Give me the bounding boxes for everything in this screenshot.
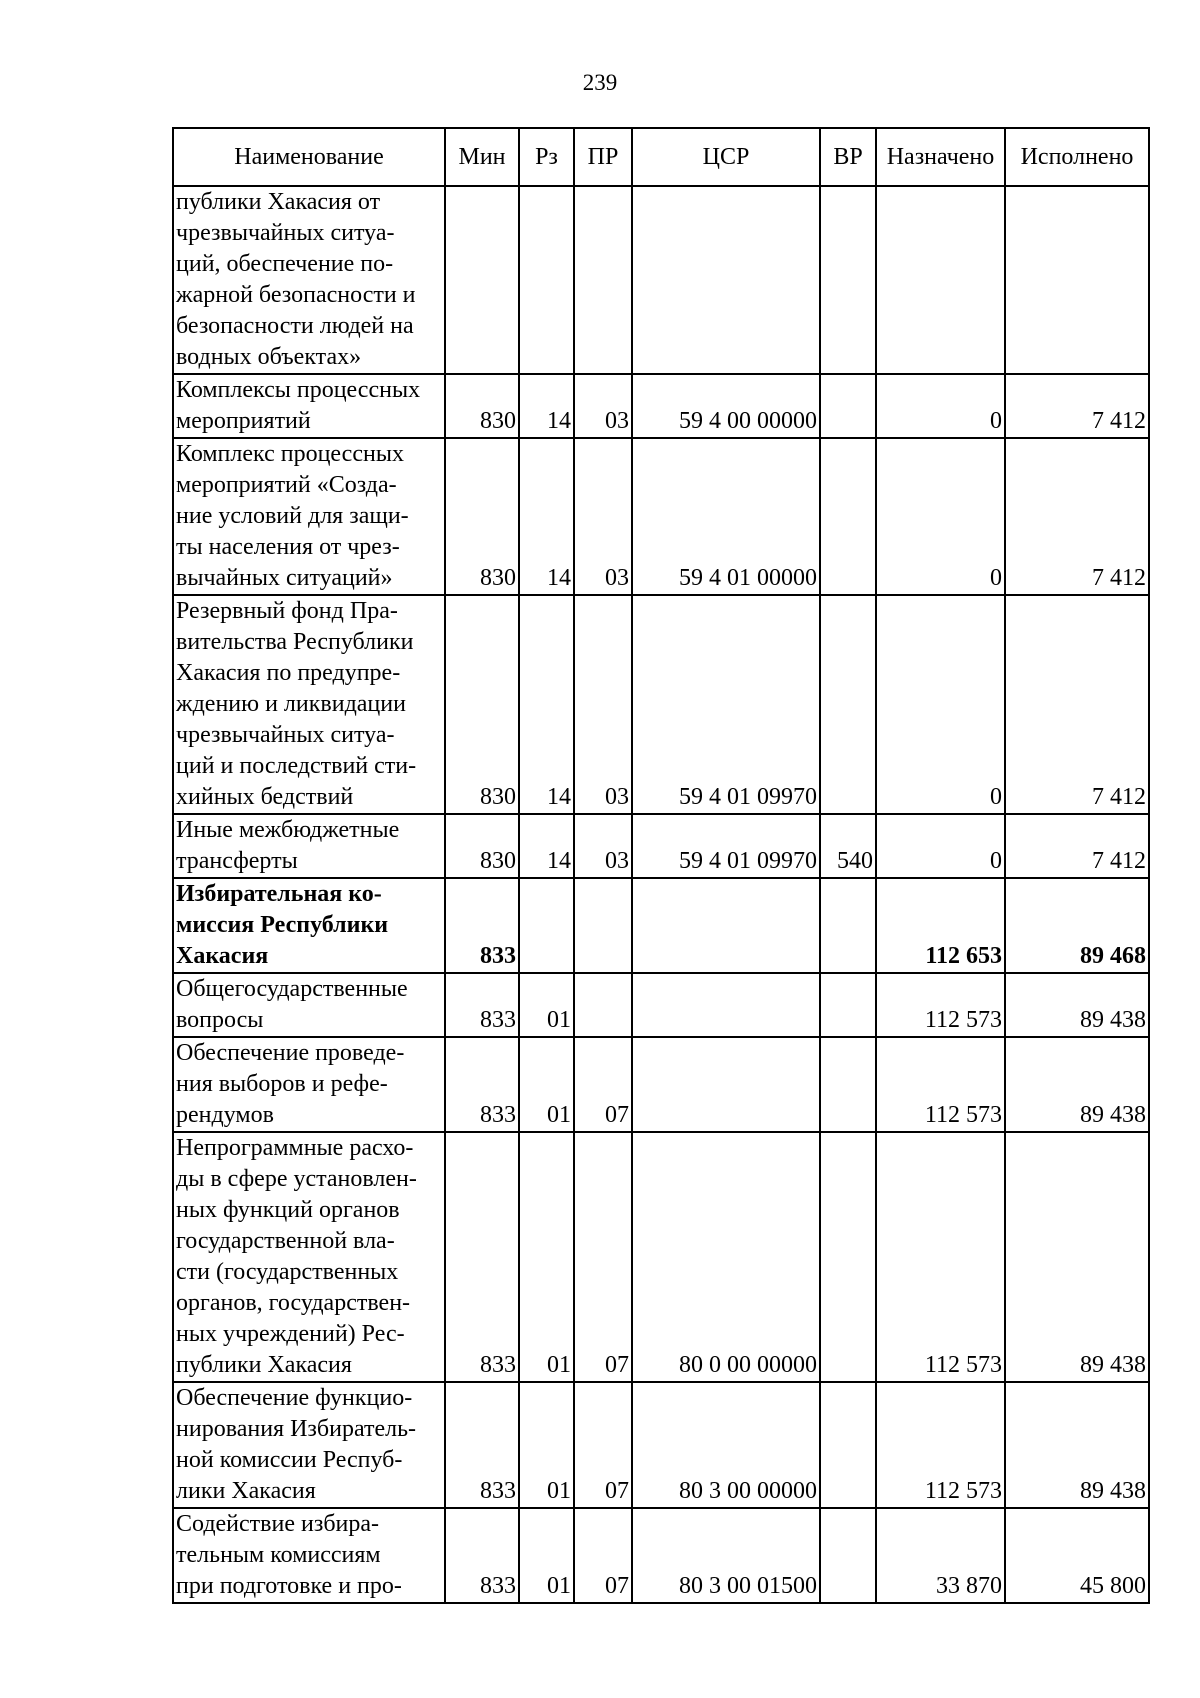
cell-executed: 7 412	[1005, 438, 1149, 595]
cell-csr	[632, 1037, 820, 1132]
cell-assigned: 112 573	[876, 973, 1005, 1037]
cell-assigned: 112 573	[876, 1382, 1005, 1508]
cell-vr	[820, 973, 876, 1037]
cell-rz: 14	[519, 814, 574, 878]
cell-min: 833	[445, 878, 519, 973]
header-vr: ВР	[820, 128, 876, 186]
cell-executed: 7 412	[1005, 814, 1149, 878]
cell-vr: 540	[820, 814, 876, 878]
cell-assigned: 0	[876, 595, 1005, 814]
cell-rz: 14	[519, 374, 574, 438]
cell-vr	[820, 186, 876, 374]
page-number: 239	[582, 70, 618, 95]
cell-min: 833	[445, 973, 519, 1037]
cell-name: Содействие избира- тельным комиссиям при подготовке и про-	[173, 1508, 445, 1603]
cell-csr: 80 3 00 01500	[632, 1508, 820, 1603]
cell-assigned: 0	[876, 374, 1005, 438]
cell-executed: 89 438	[1005, 1382, 1149, 1508]
cell-vr	[820, 374, 876, 438]
cell-vr	[820, 878, 876, 973]
cell-name: публики Хакасия от чрезвычайных ситуа- ций, обеспечение по- жарной безопасности и безопасности людей на водных объектах»	[173, 186, 445, 374]
cell-pr: 07	[574, 1132, 632, 1382]
cell-assigned: 0	[876, 814, 1005, 878]
cell-rz: 01	[519, 973, 574, 1037]
header-min: Мин	[445, 128, 519, 186]
cell-executed: 89 438	[1005, 1037, 1149, 1132]
cell-executed: 89 438	[1005, 973, 1149, 1037]
cell-csr: 59 4 00 00000	[632, 374, 820, 438]
cell-rz: 01	[519, 1508, 574, 1603]
cell-assigned: 33 870	[876, 1508, 1005, 1603]
cell-name: Общегосударственные вопросы	[173, 973, 445, 1037]
cell-csr: 59 4 01 09970	[632, 595, 820, 814]
cell-name: Комплексы процессных мероприятий	[173, 374, 445, 438]
cell-name: Избирательная ко- миссия Республики Хакасия	[173, 878, 445, 973]
cell-rz: 01	[519, 1132, 574, 1382]
cell-vr	[820, 438, 876, 595]
table-row	[173, 186, 1149, 374]
cell-name: Непрограммные расхо- ды в сфере установлен- ных функций органов государственной вла- сти (государственных органов, государствен- ных учреждений) Рес- публики Хакасия	[173, 1132, 445, 1382]
cell-vr	[820, 595, 876, 814]
cell-pr: 03	[574, 595, 632, 814]
cell-min: 830	[445, 595, 519, 814]
cell-pr	[574, 186, 632, 374]
cell-vr	[820, 1382, 876, 1508]
table-row	[173, 878, 1149, 973]
cell-csr: 59 4 01 09970	[632, 814, 820, 878]
cell-name: Обеспечение проведе- ния выборов и рефе- рендумов	[173, 1037, 445, 1132]
cell-pr	[574, 878, 632, 973]
cell-min: 830	[445, 438, 519, 595]
cell-min: 830	[445, 814, 519, 878]
cell-pr	[574, 973, 632, 1037]
budget-table	[172, 127, 1150, 1604]
header-csr: ЦСР	[632, 128, 820, 186]
table-body	[173, 186, 1149, 1603]
cell-executed	[1005, 186, 1149, 374]
cell-csr	[632, 973, 820, 1037]
cell-min	[445, 186, 519, 374]
cell-assigned: 0	[876, 438, 1005, 595]
cell-pr: 07	[574, 1382, 632, 1508]
cell-pr: 07	[574, 1037, 632, 1132]
cell-min: 830	[445, 374, 519, 438]
cell-csr: 80 0 00 00000	[632, 1132, 820, 1382]
cell-vr	[820, 1132, 876, 1382]
header-pr: ПР	[574, 128, 632, 186]
cell-rz: 14	[519, 438, 574, 595]
cell-pr: 03	[574, 438, 632, 595]
table-row	[173, 595, 1149, 814]
table-row	[173, 973, 1149, 1037]
cell-rz	[519, 878, 574, 973]
cell-min: 833	[445, 1037, 519, 1132]
cell-pr: 03	[574, 814, 632, 878]
cell-executed: 89 468	[1005, 878, 1149, 973]
cell-csr: 59 4 01 00000	[632, 438, 820, 595]
cell-min: 833	[445, 1508, 519, 1603]
cell-name: Иные межбюджетные трансферты	[173, 814, 445, 878]
cell-assigned: 112 573	[876, 1037, 1005, 1132]
cell-assigned: 112 573	[876, 1132, 1005, 1382]
cell-name: Комплекс процессных мероприятий «Созда- ние условий для защи- ты населения от чрез- вычайных ситуаций»	[173, 438, 445, 595]
header-executed: Исполнено	[1005, 128, 1149, 186]
header-name: Наименование	[173, 128, 445, 186]
cell-min: 833	[445, 1132, 519, 1382]
table-row	[173, 1037, 1149, 1132]
table-row	[173, 1132, 1149, 1382]
table-row	[173, 814, 1149, 878]
cell-rz: 01	[519, 1037, 574, 1132]
cell-executed: 7 412	[1005, 595, 1149, 814]
table-row	[173, 374, 1149, 438]
cell-pr: 03	[574, 374, 632, 438]
cell-executed: 89 438	[1005, 1132, 1149, 1382]
table-header-row	[173, 128, 1149, 186]
header-assigned: Назначено	[876, 128, 1005, 186]
cell-rz: 14	[519, 595, 574, 814]
table-row	[173, 1508, 1149, 1603]
cell-assigned	[876, 186, 1005, 374]
cell-rz: 01	[519, 1382, 574, 1508]
table-row	[173, 438, 1149, 595]
cell-pr: 07	[574, 1508, 632, 1603]
cell-name: Резервный фонд Пра- вительства Республики Хакасия по предупре- ждению и ликвидации чрезвычайных ситуа- ций и последствий сти- хийных бедствий	[173, 595, 445, 814]
cell-executed: 45 800	[1005, 1508, 1149, 1603]
cell-min: 833	[445, 1382, 519, 1508]
cell-csr	[632, 186, 820, 374]
cell-csr: 80 3 00 00000	[632, 1382, 820, 1508]
cell-executed: 7 412	[1005, 374, 1149, 438]
header-rz: Рз	[519, 128, 574, 186]
cell-assigned: 112 653	[876, 878, 1005, 973]
cell-vr	[820, 1037, 876, 1132]
cell-csr	[632, 878, 820, 973]
table-row	[173, 1382, 1149, 1508]
cell-vr	[820, 1508, 876, 1603]
cell-name: Обеспечение функцио- нирования Избиратель- ной комиссии Респуб- лики Хакасия	[173, 1382, 445, 1508]
cell-rz	[519, 186, 574, 374]
